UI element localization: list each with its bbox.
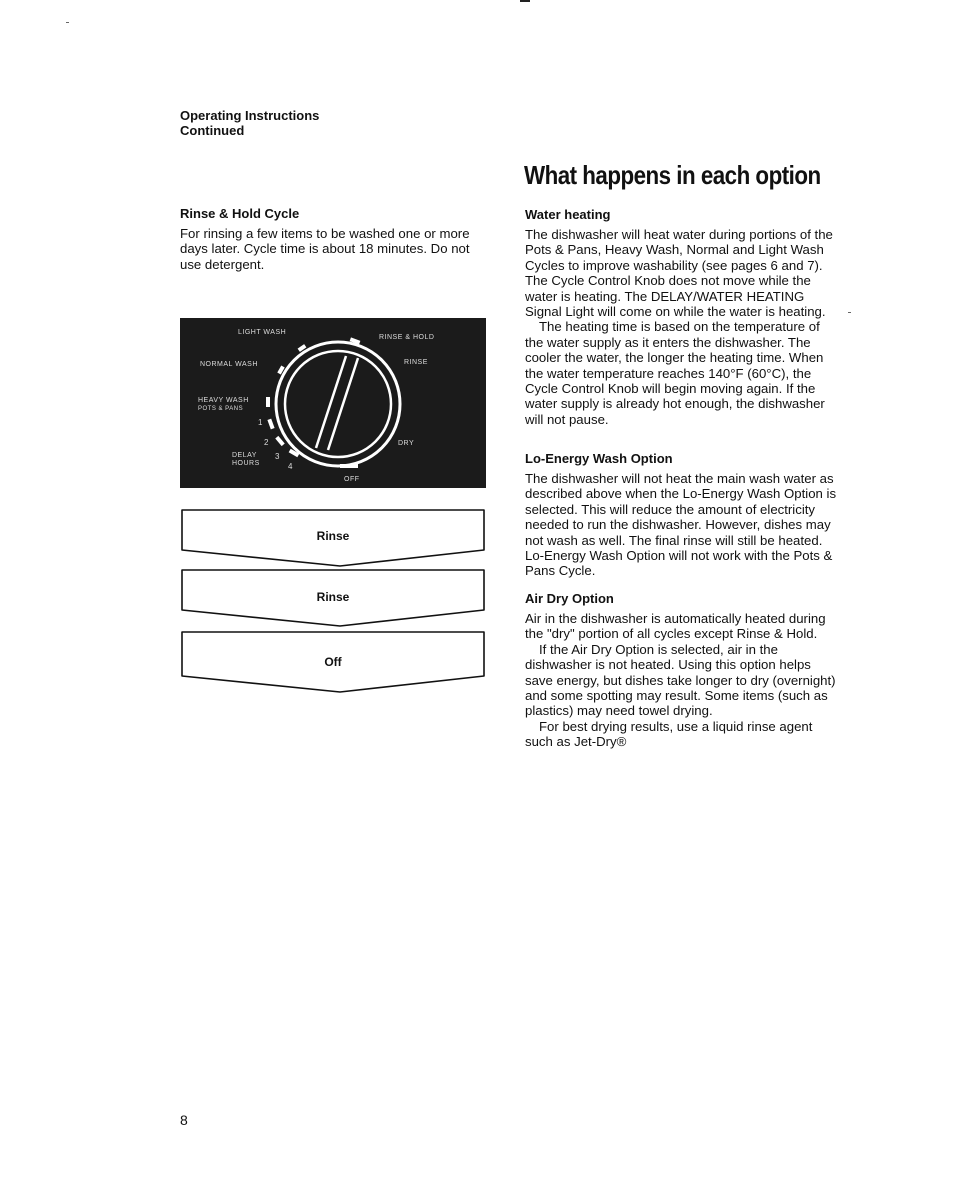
dial-graphic: [180, 318, 486, 488]
water-heating-paragraph-2: The heating time is based on the temperature of the water supply as it enters the dishwasher. The cooler the water, the longer the heating time. When the water temperature reaches 140°F (60°C), the Cycle Control Knob will begin moving again. If the water supply is already hot enough, the dishwasher will not pause.: [525, 319, 825, 427]
dial-label-2: 2: [264, 438, 269, 447]
header-line-1: Operating Instructions: [180, 108, 320, 123]
sequence-step-1-label: Rinse: [316, 529, 350, 543]
dial-label-rinse: RINSE: [404, 359, 428, 366]
cycle-sequence: [180, 508, 486, 703]
dial-pointer-left: [316, 356, 346, 448]
rinse-hold-heading: Rinse & Hold Cycle: [180, 206, 300, 221]
dial-label-normal-wash: NORMAL WASH: [200, 361, 258, 368]
dial-label-heavy-wash: HEAVY WASH: [198, 397, 249, 404]
sequence-step-2-label: Rinse: [316, 590, 350, 604]
dial-label-delay: DELAY: [232, 452, 257, 459]
dial-label-pots-pans: POTS & PANS: [198, 406, 244, 412]
air-dry-paragraph-2: If the Air Dry Option is selected, air in the dishwasher is not heated. Using this option helps save energy, but dishes take longer to dry (overnight) and some spotting may result. Some items (such as plastics) may need towel drying.: [525, 641, 836, 719]
dial-label-off: OFF: [344, 476, 360, 483]
air-dry-paragraph-1: Air in the dishwasher is automatically heated during the "dry" portion of all cycles except Rinse & Hold.: [525, 611, 826, 642]
rinse-hold-section: [180, 206, 480, 272]
dial-outer-ring: [276, 342, 400, 466]
cycle-control-dial: [180, 318, 486, 488]
tick-off: [340, 464, 358, 468]
dial-label-dry: DRY: [398, 440, 415, 447]
section-header: [180, 108, 319, 138]
lo-energy-section: [525, 451, 840, 579]
dial-label-rinse-hold: RINSE & HOLD: [379, 334, 435, 341]
page-title: What happens in each option: [524, 160, 821, 190]
dial-label-hours: HOURS: [232, 460, 260, 467]
tick-2: [275, 436, 284, 446]
page-number: 8: [180, 1112, 188, 1128]
scan-mark: [66, 22, 69, 23]
water-heating-heading: Water heating: [525, 207, 611, 222]
air-dry-heading: Air Dry Option: [525, 591, 614, 606]
water-heating-section: [525, 207, 840, 427]
dial-inner-ring: [285, 351, 391, 457]
dial-label-4: 4: [288, 462, 293, 471]
lo-energy-heading: Lo-Energy Wash Option: [525, 451, 673, 466]
dial-label-3: 3: [275, 452, 280, 461]
tick-1: [267, 419, 274, 430]
dial-pointer-right: [328, 358, 358, 450]
water-heating-paragraph-1: The dishwasher will heat water during portions of the Pots & Pans, Heavy Wash, Normal and Light Wash Cycles to improve washability (see pages 6 and 7). The Cycle Control Knob does not move while the water is heating. The DELAY/WATER HEATING Signal Light will come on while the water is heating.: [525, 227, 833, 320]
tick-heavy-wash: [266, 397, 270, 407]
rinse-hold-body: For rinsing a few items to be washed one or more days later. Cycle time is about 18 minutes. Do not use detergent.: [180, 226, 470, 272]
sequence-step-3-label: Off: [324, 655, 342, 669]
scan-mark: [520, 0, 530, 2]
dial-label-light-wash: LIGHT WASH: [238, 329, 287, 336]
lo-energy-paragraph: The dishwasher will not heat the main wash water as described above when the Lo-Energy Wash Option is selected. This will reduce the amount of electricity needed to run the dishwasher. However, dishes may not wash as well. The final rinse will still be heated. Lo-Energy Wash Option will not work with the Pots & Pans Cycle.: [525, 471, 837, 579]
header-line-2: Continued: [180, 123, 245, 138]
air-dry-section: [525, 591, 840, 750]
dial-label-1: 1: [258, 418, 263, 427]
scan-mark: [848, 312, 851, 313]
air-dry-paragraph-3: For best drying results, use a liquid rinse agent such as Jet-Dry®: [525, 718, 813, 750]
